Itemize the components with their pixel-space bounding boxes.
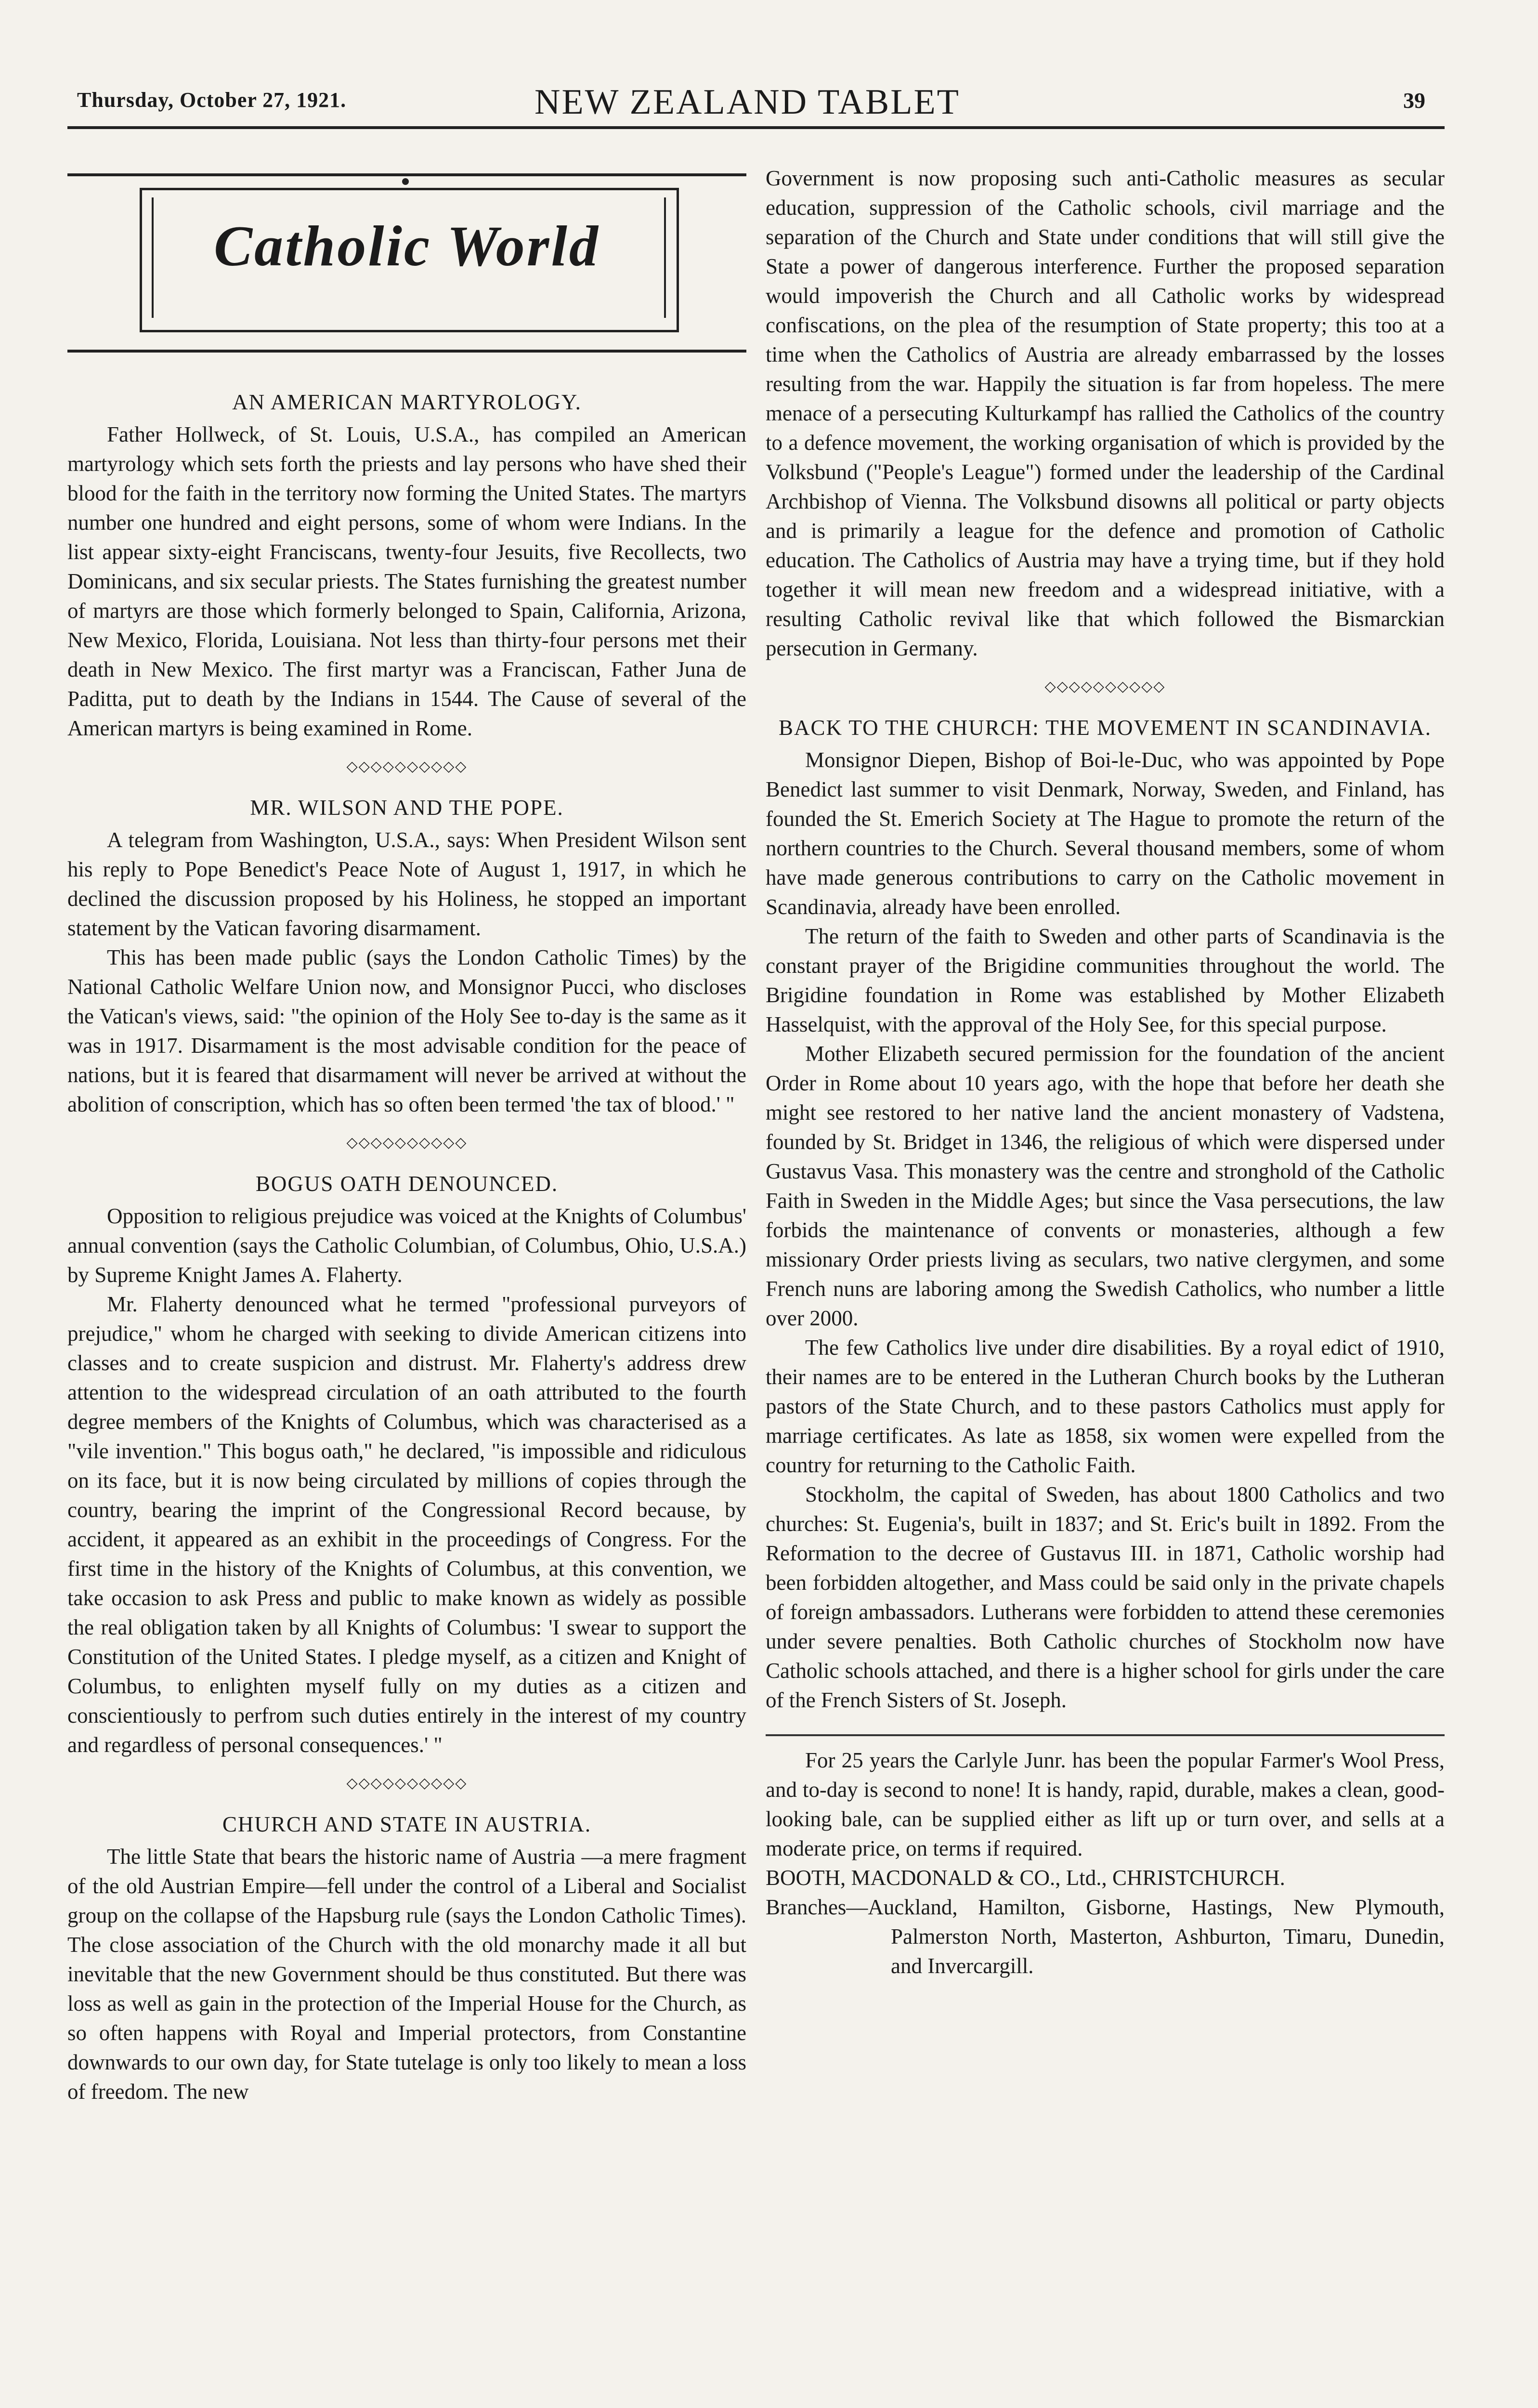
advertisement	[766, 1734, 1445, 1981]
continued-paragraph: Government is now proposing such anti-Catholic measures as secular education, suppression of the Catholic schools, civil marriage and the separation of the Church and State under conditions that will still give the State a power of dangerous interference. Further the proposed separation would impoverish the Church and all Catholic works by widespread confiscations, on the plea of the resumption of State property; this too at a time when the Catholics of Austria are already embarrassed by the losses resulting from the war. Happily the situation is far from hopeless. The mere menace of a persecuting Kulturkampf has rallied the Catholics of the country to a defence movement, the working organisation of which is provided by the Volksbund ("People's League") formed under the leadership of the Cardinal Archbishop of Vienna. The Volksbund disowns all political or party objects and is primarily a league for the defence and promotion of Catholic education. The Catholics of Austria may have a trying time, but if they hold together it will mean new freedom and a widespread initiative, with a resulting Catholic revival like that which followed the Bismarckian persecution in Germany.	[766, 166, 1445, 660]
article-heading: CHURCH AND STATE IN AUSTRIA.	[222, 1812, 592, 1836]
article-heading: BOGUS OATH DENOUNCED.	[255, 1172, 559, 1196]
ad-firm: BOOTH, MACDONALD & CO., Ltd., CHRISTCHURCH.	[766, 1866, 1285, 1890]
article-paragraph: Stockholm, the capital of Sweden, has about 1800 Catholics and two churches: St. Eugenia's, built in 1837; and St. Eric's built in 1892. From the Reformation to the decree of Gustavus III. in 1871, Catholic worship had been forbidden altogether, and Mass could be said only in the private chapels of foreign ambassadors. Lutherans were forbidden to attend these ceremonies under severe penalties. Both Catholic churches of Stockholm now have Catholic schools attached, and there is a higher school for girls under the care of the French Sisters of St. Joseph.	[766, 1482, 1445, 1712]
article-paragraph: Father Hollweck, of St. Louis, U.S.A., has compiled an American martyrology which sets forth the priests and lay persons who have shed their blood for the faith in the territory now forming the United States. The martyrs number one hundred and eight persons, some of whom were Indians. In the list appear sixty-eight Franciscans, twenty-four Jesuits, five Recollects, two Dominicans, and six secular priests. The States furnishing the greatest number of martyrs are those which formerly belonged to Spain, California, Arizona, New Mexico, Florida, Louisiana. Not less than thirty-four persons met their death in New Mexico. The first martyr was a Franciscan, Father Juna de Paditta, put to death by the Indians in 1544. The Cause of several of the American martyrs is being examined in Rome.	[67, 422, 746, 740]
ad-body: For 25 years the Carlyle Junr. has been the popular Farmer's Wool Press, and to-day is second to none! It is handy, rapid, durable, makes a clean, good-looking bale, can be supplied either as lift up or turn over, and sells at a moderate price, on terms if required.	[766, 1748, 1445, 1860]
right-column	[766, 164, 1445, 1981]
article-paragraph: Mr. Flaherty denounced what he termed "professional purveyors of prejudice," whom he charged with seeking to divide American citizens into classes and to create suspicion and distrust. Mr. Flaherty's address drew attention to the widespread circulation of an oath attributed to the fourth degree members of the Knights of Columbus, which was characterised as a "vile invention." This bogus oath," he declared, "is impossible and ridiculous on its face, but it is now being circulated by millions of copies through the country, bearing the imprint of the Congressional Record because, by accident, it appeared as an exhibit in the proceedings of Congress. For the first time in the history of the Knights of Columbus, at this convention, we take occasion to ask Press and public to make known as widely as possible the real obligation taken by all Knights of Columbus: 'I swear to support the Constitution of the United States. I pledge myself, as a citizen and Knight of Columbus, to enlighten myself fully on my duties as a citizen and conscientiously to perfrom such duties entirely in the interest of my country and regardless of personal consequences.' "	[67, 1292, 746, 1757]
left-column	[67, 159, 746, 2107]
article-paragraph: A telegram from Washington, U.S.A., says: When President Wilson sent his reply to Pope Benedict's Peace Note of August 1, 1917, in which he declined the discussion proposed by his Holiness, he stopped an important statement by the Vatican favoring disarmament.	[67, 828, 746, 940]
ornament-divider: ◇◇◇◇◇◇◇◇◇◇	[1044, 679, 1166, 694]
article-paragraph: The return of the faith to Sweden and other parts of Scandinavia is the constant prayer of the Brigidine communities throughout the world. The Brigidine foundation in Rome was established by Mother Elizabeth Hasselquist, with the approval of the Holy See, for this special purpose.	[766, 924, 1445, 1036]
article-paragraph: Opposition to religious prejudice was voiced at the Knights of Columbus' annual convention (says the Catholic Columbian, of Columbus, Ohio, U.S.A.) by Supreme Knight James A. Flaherty.	[67, 1204, 746, 1287]
masthead-title: NEW ZEALAND TABLET	[534, 82, 960, 122]
ornament-divider: ◇◇◇◇◇◇◇◇◇◇	[346, 1775, 468, 1791]
article-heading: MR. WILSON AND THE POPE.	[250, 796, 564, 820]
article-paragraph: The little State that bears the historic name of Austria —a mere fragment of the old Austrian Empire—fell under the control of a Liberal and Socialist group on the collapse of the Hapsburg rule (says the London Catholic Times). The close association of the Church with the old monarchy made it all but inevitable that the new Government should be thus constituted. But there was loss as well as gain in the protection of the Imperial House for the Church, as so often happens with Royal and Imperial protectors, from Constantine downwards to our own day, for State tutelage is only too likely to mean a loss of freedom. The new	[67, 1845, 746, 2104]
ornament-divider: ◇◇◇◇◇◇◇◇◇◇	[346, 759, 468, 774]
ornament-divider: ◇◇◇◇◇◇◇◇◇◇	[346, 1135, 468, 1151]
article-paragraph: Monsignor Diepen, Bishop of Boi-le-Duc, who was appointed by Pope Benedict last summer to visit Denmark, Norway, Sweden, and Finland, has founded the St. Emerich Society at The Hague to promote the return of the northern countries to the Church. Several thousand members, some of whom have made generous contributions to carry on the Catholic movement in Scandinavia, already have been enrolled.	[766, 748, 1445, 919]
article-heading: AN AMERICAN MARTYROLOGY.	[232, 390, 582, 414]
article-paragraph: The few Catholics live under dire disabilities. By a royal edict of 1910, their names are to be entered in the Lutheran Church books by the Lutheran pastors of the State Church, and to these pastors Catholics must apply for marriage certificates. As late as 1858, six women were expelled from the country for returning to the Catholic Faith.	[766, 1335, 1445, 1477]
page-number: 39	[1403, 88, 1425, 113]
article-heading: BACK TO THE CHURCH: THE MOVEMENT IN SCANDINAVIA.	[778, 716, 1432, 740]
issue-date: Thursday, October 27, 1921.	[77, 88, 347, 112]
section-title-box	[67, 159, 746, 376]
article-paragraph: This has been made public (says the London Catholic Times) by the National Catholic Welfare Union now, and Monsignor Pucci, who discloses the Vatican's views, said: "the opinion of the Holy See to-day is the same as it was in 1917. Disarmament is the most advisable condition for the peace of nations, but it is feared that disarmament will never be arrived at without the abolition of conscription, which has so often been termed 'the tax of blood.' "	[67, 945, 746, 1116]
article-paragraph: Mother Elizabeth secured permission for the foundation of the ancient Order in Rome about 10 years ago, with the hope that before her death she might see restored to her native land the ancient monastery of Vadstena, founded by St. Bridget in 1346, the religious of which were dispersed under Gustavus Vasa. This monastery was the centre and stronghold of the Catholic Faith in Sweden in the Middle Ages; but since the Vasa persecutions, the law forbids the maintenance of convents or monasteries, although a few missionary Order priests living as seculars, two native clergymen, and some French nuns are laboring among the Swedish Catholics, who number a little over 2000.	[766, 1042, 1445, 1330]
ornament-dot	[402, 178, 409, 185]
header-rule	[67, 126, 1445, 129]
page-header	[77, 82, 1425, 125]
section-title: Catholic World	[214, 214, 600, 278]
ad-branches: Branches—Auckland, Hamilton, Gisborne, Hastings, New Plymouth, Palmerston North, Masterton, Ashburton, Timaru, Dunedin, and Invercargill.	[766, 1895, 1445, 1978]
